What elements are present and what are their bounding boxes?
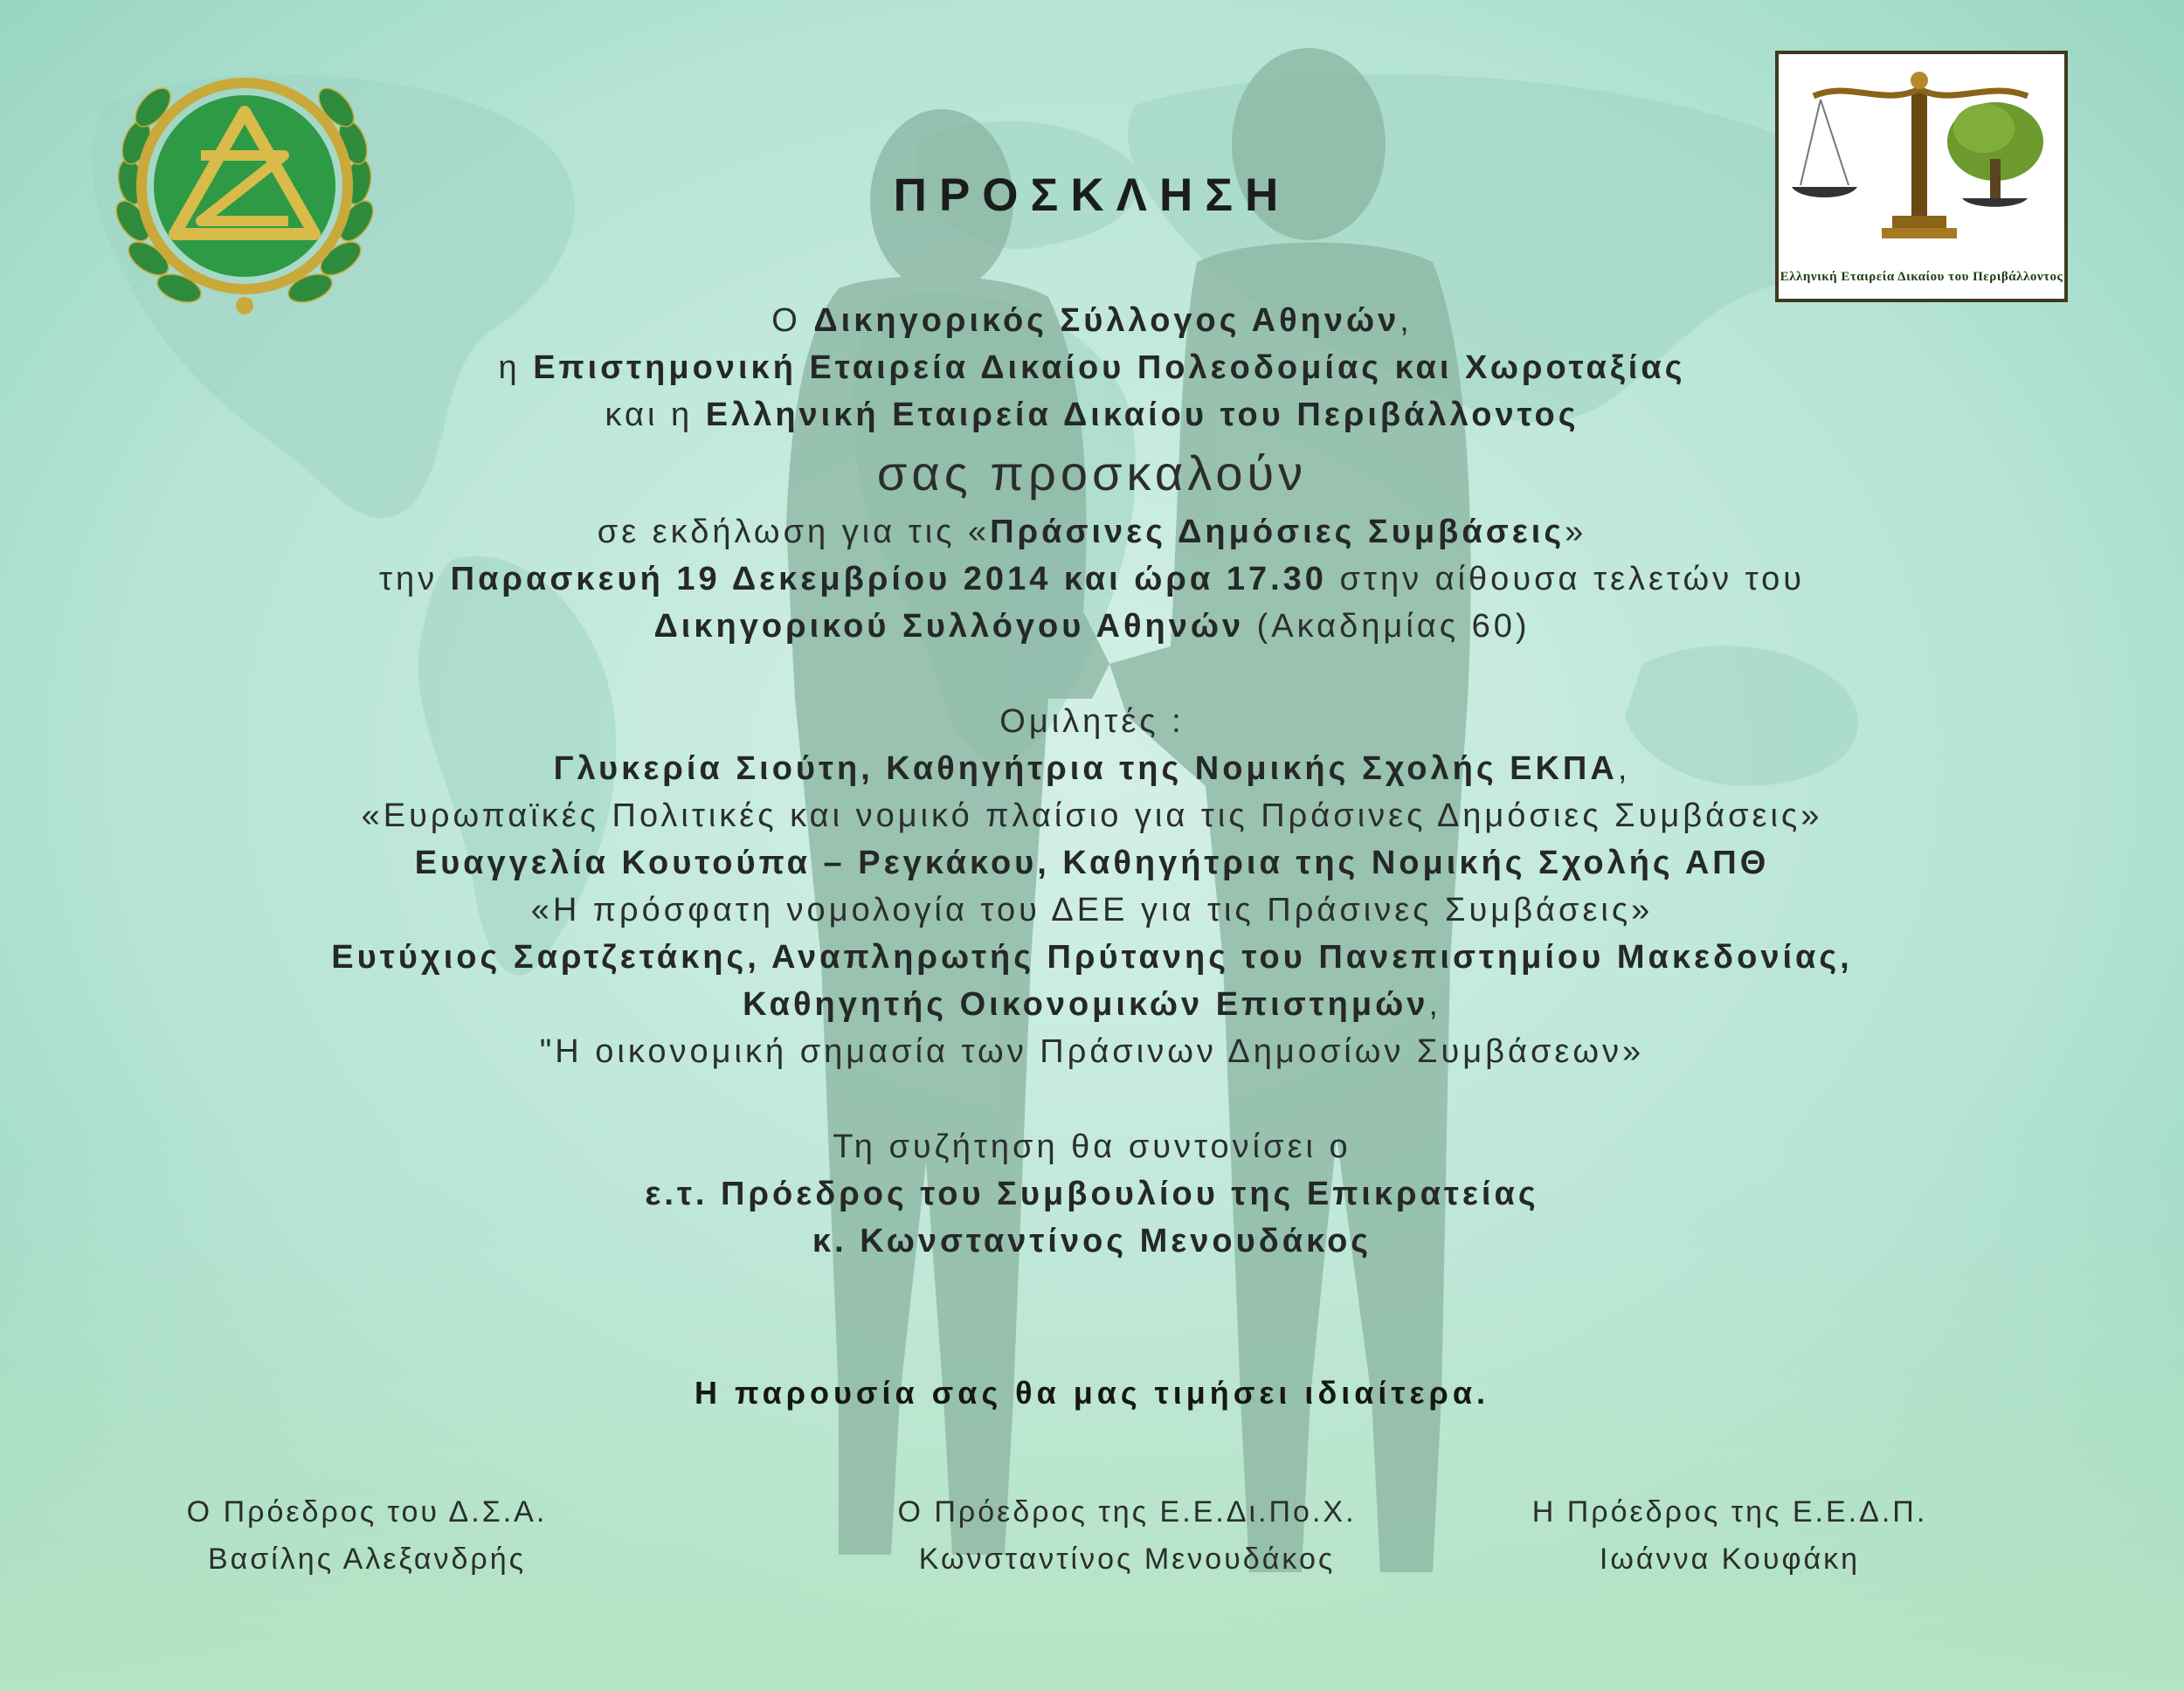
event-datetime: Παρασκευή 19 Δεκεμβρίου 2014 και ώρα 17.30	[450, 561, 1327, 597]
org-name-eedp: Ελληνική Εταιρεία Δικαίου του Περιβάλλοντος	[705, 397, 1579, 433]
speaker-1-name: Γλυκερία Σιούτη, Καθηγήτρια της Νομικής Σχολής ΕΚΠΑ	[553, 750, 1618, 787]
organizers-line-2	[0, 344, 2184, 391]
signature-role: Η Πρόεδρος της Ε.Ε.Δ.Π.	[1531, 1495, 1928, 1529]
text: την	[378, 561, 451, 597]
signature-name: Βασίλης Αλεξανδρής	[207, 1543, 527, 1576]
signature-name: Κωνσταντίνος Μενουδάκος	[918, 1543, 1336, 1576]
text: σε εκδήλωση για τις «	[597, 514, 991, 550]
event-line-1	[0, 508, 2184, 556]
event-topic: Πράσινες Δημόσιες Συμβάσεις	[990, 514, 1565, 550]
organizers-line-1	[0, 297, 2184, 344]
signature-role: Ο Πρόεδρος του Δ.Σ.Α.	[186, 1495, 548, 1529]
speaker-2-name: Ευαγγελία Κουτούπα – Ρεγκάκου, Καθηγήτρια της Νομικής Σχολής ΑΠΘ	[414, 845, 1770, 881]
signature-dsa	[157, 1488, 577, 1583]
moderator-title: ε.τ. Πρόεδρος του Συμβουλίου της Επικρατείας	[645, 1176, 1539, 1212]
text: Ο	[771, 302, 814, 339]
speaker-1-topic: «Ευρωπαϊκές Πολιτικές και νομικό πλαίσιο για τις Πράσινες Δημόσιες Συμβάσεις»	[361, 797, 1823, 834]
event-venue: Δικηγορικού Συλλόγου Αθηνών	[653, 608, 1245, 645]
text: στην αίθουσα τελετών του	[1326, 561, 1806, 597]
page-title: ΠΡΟΣΚΛΗΣΗ	[893, 169, 1291, 221]
event-address: (Ακαδημίας 60)	[1244, 608, 1531, 645]
signature-role: Ο Πρόεδρος της Ε.Ε.Δι.Πο.Χ.	[897, 1495, 1357, 1529]
signature-name: Ιωάννα Κουφάκη	[1599, 1543, 1861, 1576]
speaker-2	[0, 839, 2184, 887]
text: ,	[1617, 750, 1631, 787]
spacer	[0, 650, 2184, 698]
event-line-3	[0, 603, 2184, 650]
text: και η	[605, 397, 706, 433]
speaker-3-name: Ευτύχιος Σαρτζετάκης, Αναπληρωτής Πρύτανης του Πανεπιστημίου Μακεδονίας,	[331, 939, 1853, 976]
event-line-2	[0, 556, 2184, 603]
moderator-line-2	[0, 1170, 2184, 1218]
speaker-1	[0, 745, 2184, 792]
text: ,	[1428, 986, 1441, 1023]
logo-caption: Ελληνική Εταιρεία Δικαίου του Περιβάλλοντος	[1780, 270, 2063, 284]
signature-eedp	[1485, 1488, 1974, 1583]
speakers-heading: Ομιλητές :	[999, 703, 1185, 740]
moderator-line-1: Τη συζήτηση θα συντονίσει ο	[833, 1128, 1351, 1165]
spacer	[0, 1075, 2184, 1123]
speaker-2-topic: «Η πρόσφατη νομολογία του ΔΕΕ για τις Πράσινες Συμβάσεις»	[530, 892, 1654, 928]
closing-line: Η παρουσία σας θα μας τιμήσει ιδιαίτερα.	[695, 1375, 1489, 1411]
speaker-3-role: Καθηγητής Οικονομικών Επιστημών	[743, 986, 1429, 1023]
invite-line: σας προσκαλούν	[876, 445, 1308, 500]
speaker-3	[0, 934, 2184, 981]
moderator-name: κ. Κωνσταντίνος Μενουδάκος	[812, 1223, 1372, 1260]
text: η	[498, 349, 534, 386]
speaker-3-topic: "Η οικονομική σημασία των Πράσινων Δημοσίων Συμβάσεων»	[539, 1033, 1645, 1070]
org-name-eedipox: Επιστημονική Εταιρεία Δικαίου Πολεοδομίας και Χωροταξίας	[533, 349, 1686, 386]
speaker-3-title	[0, 981, 2184, 1028]
text: ,	[1400, 302, 1413, 339]
moderator-line-3	[0, 1218, 2184, 1265]
organizers-line-3	[0, 391, 2184, 438]
signature-eedipox	[786, 1488, 1468, 1583]
text: »	[1565, 514, 1587, 550]
org-name-dsa: Δικηγορικός Σύλλογος Αθηνών	[813, 302, 1400, 339]
invitation-body	[0, 297, 2184, 1265]
